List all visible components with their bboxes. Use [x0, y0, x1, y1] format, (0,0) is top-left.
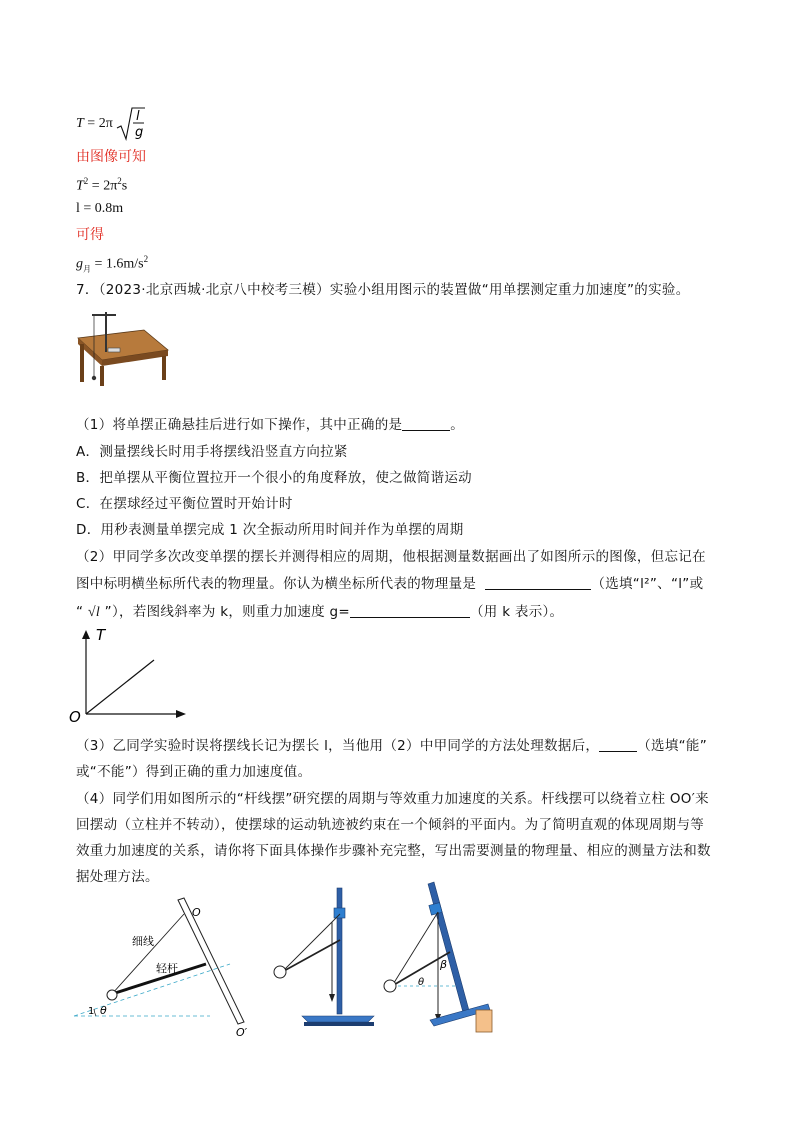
part4-line1: （4）同学们用如图所示的“杆线摆”研究摆的周期与等效重力加速度的关系。杆线摆可以绕着立柱 OO′来 [76, 791, 709, 807]
period-formula: T = 2π l g [76, 106, 146, 142]
part4-line3: 效重力加速度的关系，请你将下面具体操作步骤补充完整，写出需要测量的物理量、相应的测量方法和数 [76, 843, 711, 859]
question-source: （2023·北京西城·北京八中校考三模） [98, 282, 330, 298]
x-axis-arrow-icon [176, 710, 186, 718]
note-thus: 可得 [76, 227, 104, 243]
part2-axis-blank[interactable] [485, 575, 591, 590]
note-from-graph: 由图像可知 [76, 149, 146, 165]
pendulum-table-figure [74, 308, 172, 386]
svg-text:轻杆: 轻杆 [156, 962, 178, 975]
t-graph [66, 624, 192, 724]
pendulum-ball [107, 990, 117, 1000]
svg-text:O: O [192, 906, 201, 919]
svg-text:θ: θ [418, 977, 425, 988]
svg-text:1: 1 [88, 1006, 95, 1017]
part4-line4: 据处理方法。 [76, 869, 159, 885]
svg-text:θ: θ [100, 1004, 107, 1017]
part2-line1: （2）甲同学多次改变单摆的摆长并测得相应的周期，他根据测量数据画出了如图所示的图像，但忘记在 [76, 549, 706, 565]
option-c[interactable]: C．在摆球经过平衡位置时开始计时 [76, 496, 293, 512]
part2-line3: “ √l ”），若图线斜率为 k，则重力加速度 g= （用 k 表示）。 [76, 604, 564, 620]
part3-line2: 或“不能”）得到正确的重力加速度值。 [76, 764, 312, 780]
upright-stand-figure [268, 884, 378, 1032]
svg-text:O′: O′ [236, 1026, 248, 1039]
part1-answer-blank[interactable] [402, 416, 450, 431]
option-d[interactable]: D．用秒表测量单摆完成 1 次全振动所用时间并作为单摆的周期 [76, 522, 464, 538]
option-b[interactable]: B．把单摆从平衡位置拉开一个很小的角度释放，使之做简谐运动 [76, 470, 472, 486]
t-squared-formula: $T^2 = 2\pi^2s$ [76, 176, 128, 194]
y-axis-label: T [96, 626, 106, 644]
part2-line2: 图中标明横坐标所代表的物理量。你认为横坐标所代表的物理量是 （选填“l²”、“l”或 [76, 576, 704, 592]
y-axis-arrow-icon [82, 630, 90, 639]
question-stem: 实验小组用图示的装置做“用单摆测定重力加速度”的实验。 [329, 282, 690, 298]
length-formula: l = 0.8m [76, 201, 124, 216]
option-a[interactable]: A．测量摆线长时用手将摆线沿竖直方向拉紧 [76, 444, 348, 460]
fraction-denominator: g [135, 125, 144, 140]
svg-text:β: β [440, 958, 448, 971]
graph-line [86, 660, 154, 714]
part1-question: （1）将单摆正确悬挂后进行如下操作，其中正确的是 。 [76, 417, 465, 433]
sqrt-sign-icon [116, 106, 146, 142]
question-number: 7． [76, 282, 99, 298]
tilted-stand-figure [378, 878, 508, 1034]
fraction-numerator: l [136, 109, 140, 124]
part2-g-blank[interactable] [350, 603, 470, 618]
sqrt-l-text: √l [87, 605, 101, 620]
part3-line1: （3）乙同学实验时误将摆线长记为摆长 l，当他用（2）中甲同学的方法处理数据后， （选填“能” [76, 738, 708, 754]
question-header [76, 281, 690, 299]
svg-text:细线: 细线 [132, 935, 154, 948]
rod-pendulum-schematic [70, 890, 260, 1040]
part4-line2: 回摆动（立柱并不转动），使摆球的运动轨迹被约束在一个倾斜的平面内。为了简明直观的体现周期与等 [76, 817, 705, 833]
part3-answer-blank[interactable] [599, 737, 637, 752]
origin-label: O [69, 708, 81, 724]
g-moon-formula: $g_月 = 1.6m/s^2$ [76, 254, 149, 274]
